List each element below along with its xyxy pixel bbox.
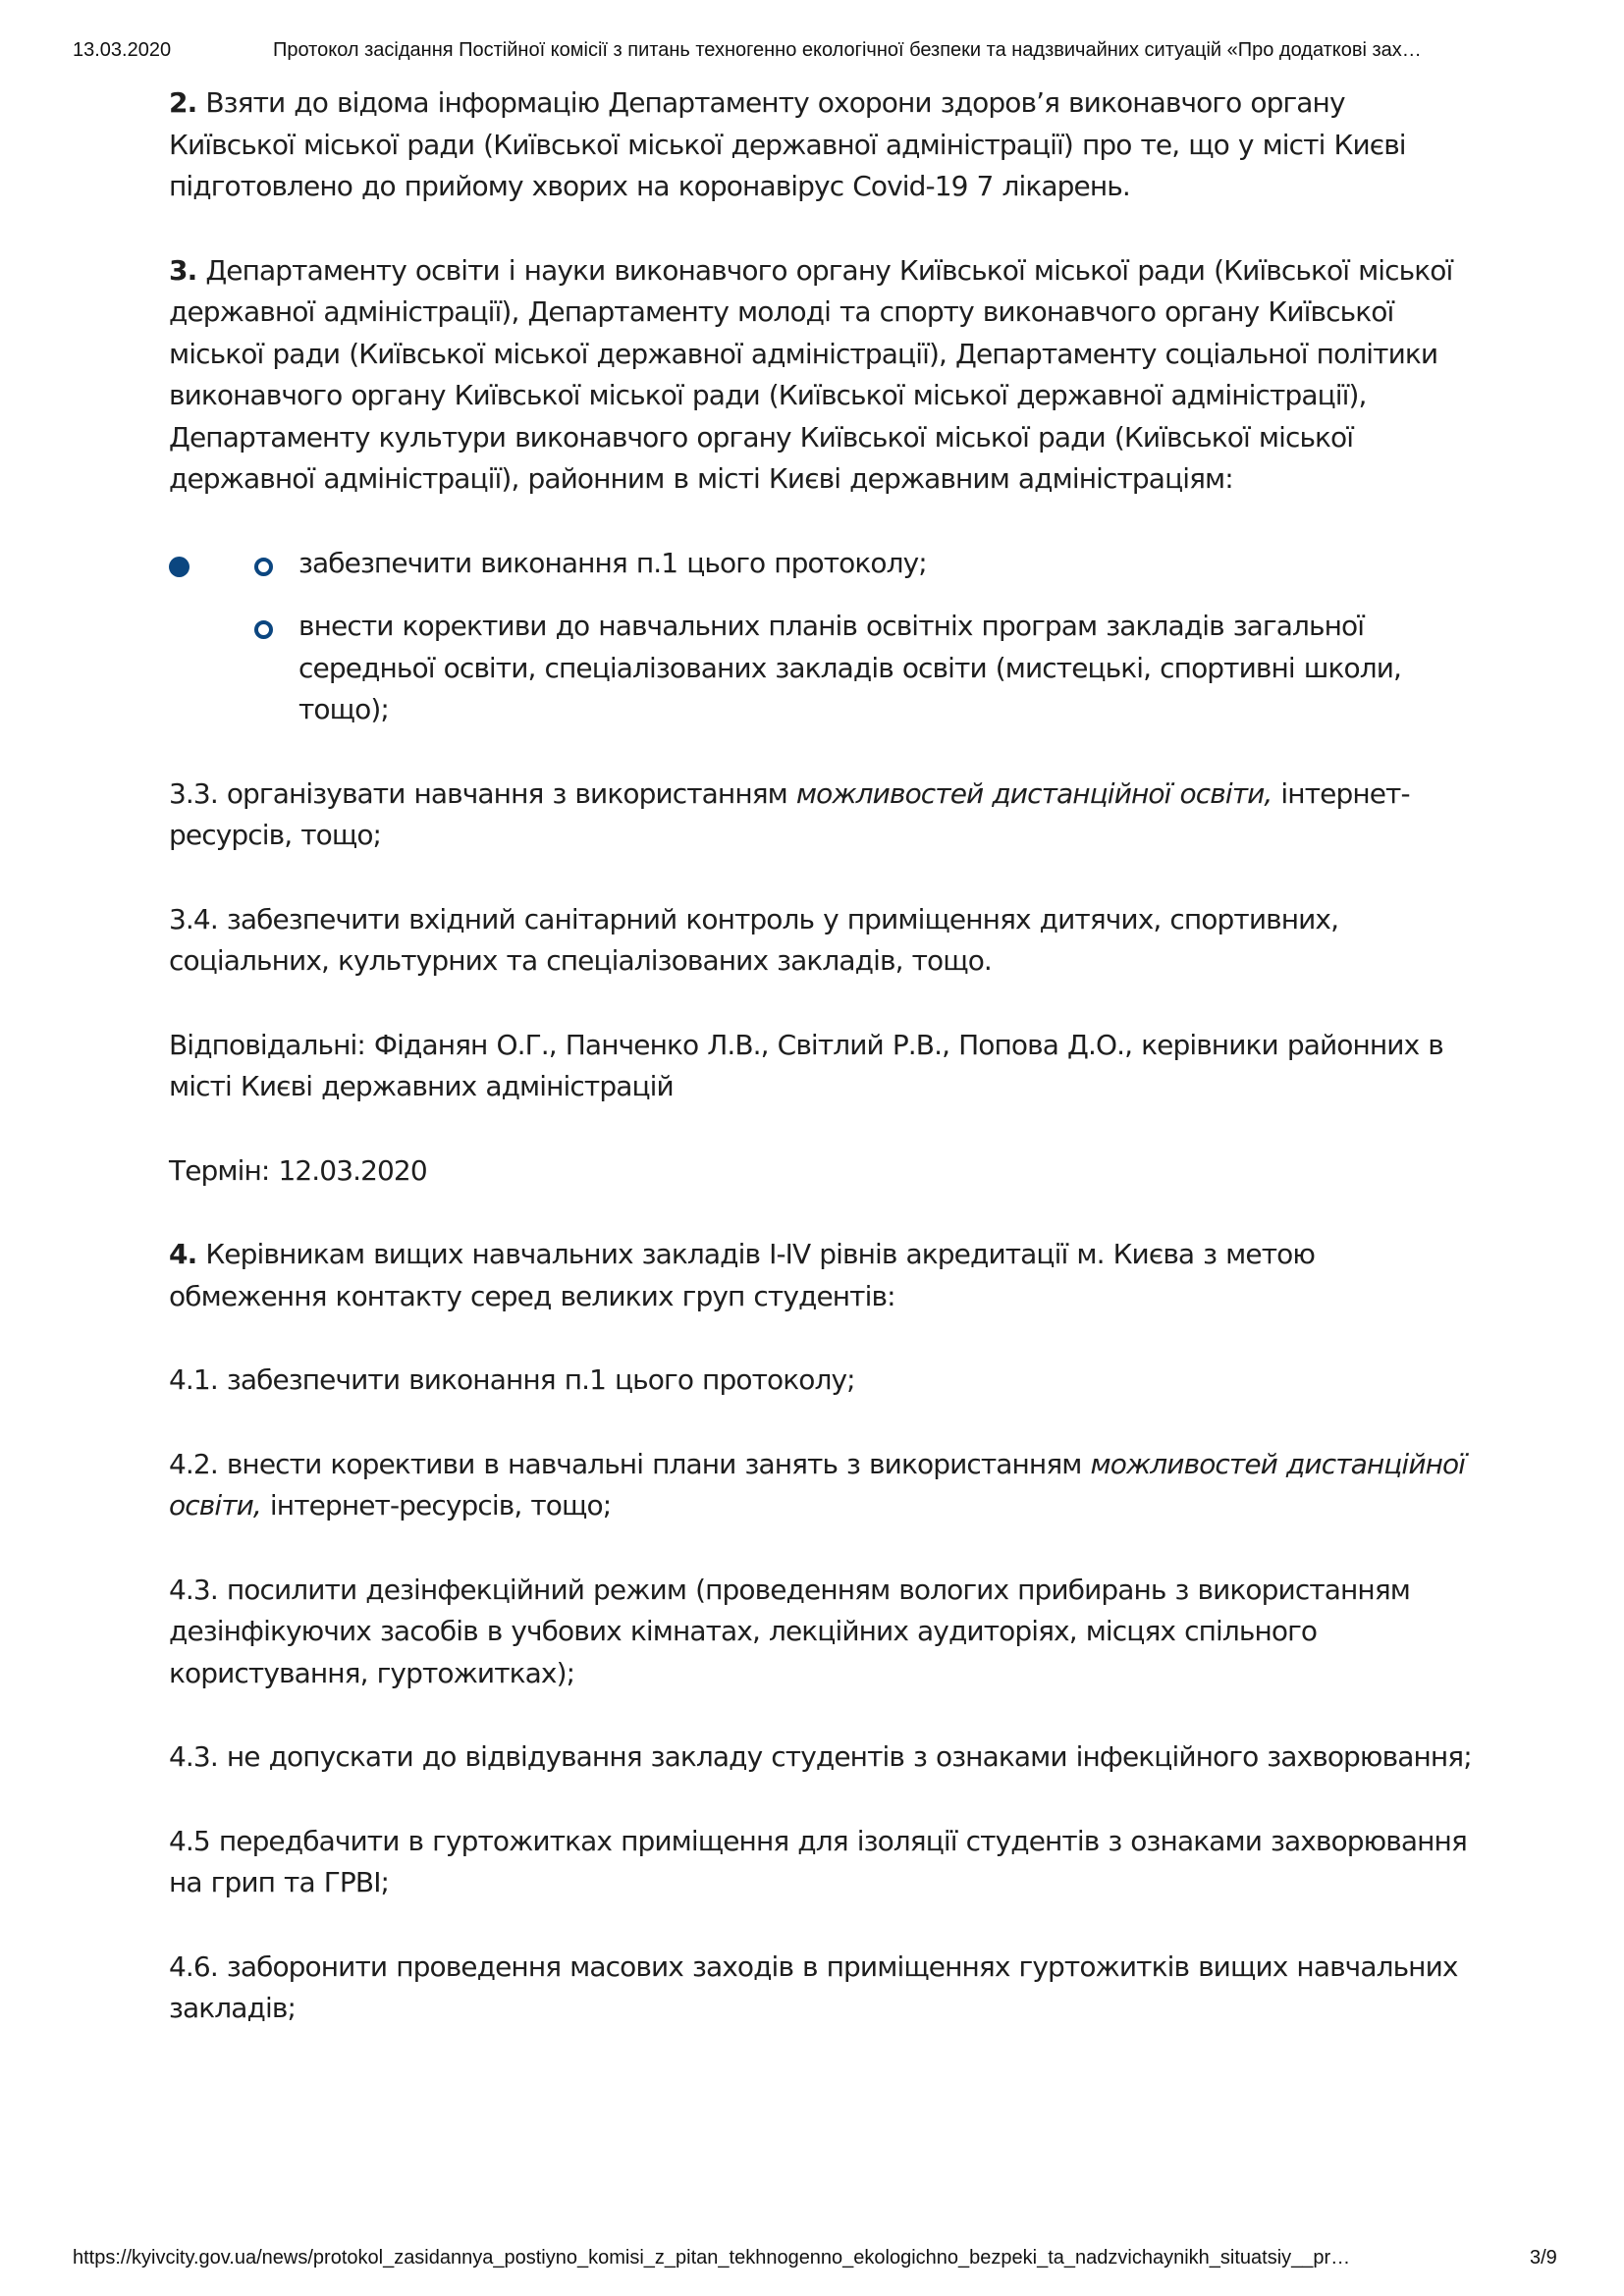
page-number: 3/9 bbox=[1530, 2247, 1557, 2269]
list-item bbox=[298, 606, 1475, 731]
document-body bbox=[169, 82, 1475, 2072]
document-title: Протокол засідання Постійної комісії з питань техногенно екологічної безпеки та надзвичайних ситуацій «Про додаткові зах… bbox=[273, 39, 1422, 61]
paragraph-4-2 bbox=[169, 1444, 1475, 1527]
section-2 bbox=[169, 82, 1475, 208]
list-item bbox=[298, 543, 1475, 585]
list-item-text: забезпечити виконання п.1 цього протоколу; bbox=[298, 546, 927, 579]
section-number: 2. bbox=[169, 86, 197, 119]
print-footer bbox=[0, 2247, 1624, 2274]
italic-text: можливостей дистанційної освіти, bbox=[169, 1447, 1466, 1522]
section-number: 4. bbox=[169, 1238, 197, 1270]
ring-bullet-icon bbox=[254, 620, 273, 639]
print-date: 13.03.2020 bbox=[73, 39, 172, 61]
italic-text: можливостей дистанційної освіти, bbox=[795, 776, 1272, 810]
text: інтернет-ресурсів, тощо; bbox=[260, 1489, 612, 1522]
print-header bbox=[0, 39, 1624, 67]
deadline: Термін: 12.03.2020 bbox=[169, 1153, 427, 1187]
ring-bullet-icon bbox=[254, 558, 273, 576]
responsible-persons: Відповідальні: Фіданян О.Г., Панченко Л.В., Світлий Р.В., Попова Д.О., керівники районних в місті Києві державних адміністрацій bbox=[169, 1028, 1443, 1102]
paragraph-3-3 bbox=[169, 774, 1475, 857]
section-4 bbox=[169, 1234, 1475, 1317]
list-item-text: внести корективи до навчальних планів освітніх програм закладів загальної середньої освіти, спеціалізованих закладів освіти (мистецькі, спортивні школи, тощо); bbox=[298, 610, 1402, 725]
section-text: Департаменту освіти і науки виконавчого органу Київської міської ради (Київської міської державної адміністрації), Департаменту молоді та спорту виконавчого органу Київської міської ради (Київської міської державної адміністрації), Департаменту соціальної політики виконавчого органу Київської міської ради (Київської міської державної адміністрації), Департаменту культури виконавчого органу Київської міської ради (Київської міської державної адміністрації), районним в місті Києві державним адміністраціям: bbox=[169, 253, 1453, 495]
section-text: Керівникам вищих навчальних закладів I-IV рівнів акредитації м. Києва з метою обмеження контакту серед великих груп студентів: bbox=[169, 1238, 1316, 1312]
section-text: Взяти до відома інформацію Департаменту охорони здоров’я виконавчого органу Київської міської ради (Київської міської державної адміністрації) про те, що у місті Києві підготовлено до прийому хворих на коронавірус Covid-19 7 лікарень. bbox=[169, 86, 1406, 202]
bullet-list bbox=[169, 543, 1475, 731]
text: інтернет-ресурсів, тощо; bbox=[169, 776, 1410, 851]
paragraph-4-1: 4.1. забезпечити виконання п.1 цього протоколу; bbox=[169, 1363, 855, 1396]
paragraph-4-6: 4.6. заборонити проведення масових заходів в приміщеннях гуртожитків вищих навчальних закладів; bbox=[169, 1949, 1458, 2024]
text: 3.3. організувати навчання з використанням bbox=[169, 776, 796, 810]
paragraph-3-4: 3.4. забезпечити вхідний санітарний контроль у приміщеннях дитячих, спортивних, соціальних, культурних та спеціалізованих закладів, тощо. bbox=[169, 902, 1339, 977]
section-number: 3. bbox=[169, 253, 197, 287]
nested-list bbox=[169, 543, 1475, 731]
paragraph-4-3b: 4.3. не допускати до відвідування закладу студентів з ознаками інфекційного захворювання; bbox=[169, 1740, 1472, 1773]
text: 4.2. внести корективи в навчальні плани занять з використанням bbox=[169, 1447, 1091, 1480]
paragraph-4-3a: 4.3. посилити дезінфекційний режим (проведенням вологих прибирань з використанням дезінфікуючих засобів в учбових кімнатах, лекційних аудиторіях, місцях спільного користування, гуртожитках); bbox=[169, 1573, 1410, 1689]
filled-bullet-icon bbox=[169, 557, 189, 577]
section-3 bbox=[169, 250, 1475, 501]
paragraph-4-5: 4.5 передбачити в гуртожитках приміщення для ізоляції студентів з ознаками захворювання на грип та ГРВІ; bbox=[169, 1824, 1467, 1898]
source-url: https://kyivcity.gov.ua/news/protokol_zasidannya_postiyno_komisi_z_pitan_tekhnogenno_ekologichno_bezpeki_ta_nadzvichaynikh_situatsiy__pr… bbox=[73, 2247, 1351, 2269]
